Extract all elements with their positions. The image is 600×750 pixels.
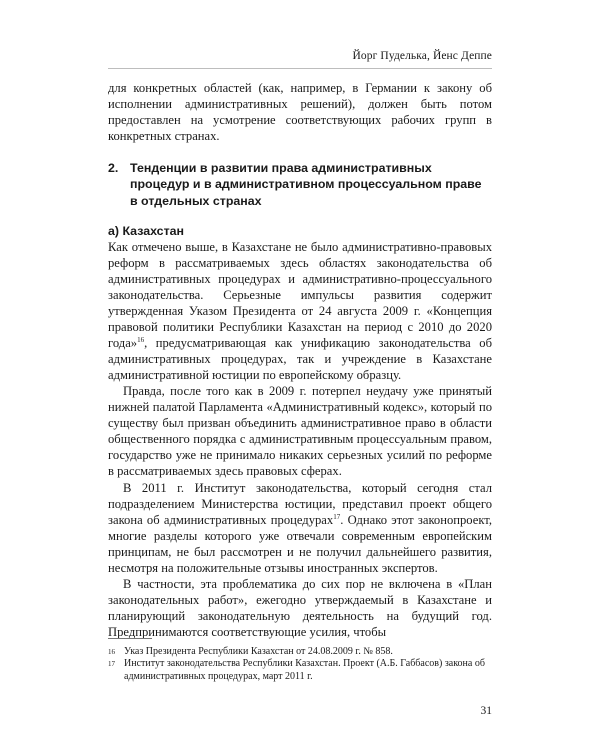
- section-heading: [108, 160, 492, 209]
- footnote-divider: [108, 638, 152, 639]
- footnote-ref-17[interactable]: 17: [333, 512, 341, 521]
- section-number: 2.: [108, 161, 119, 176]
- paragraph-3: [108, 480, 492, 576]
- footnote-text: Указ Президента Республики Казахстан от 24.08.2009 г. № 858.: [124, 646, 393, 657]
- page-number: 31: [480, 705, 492, 717]
- intro-paragraph: для конкретных областей (как, например, в Германии к закону об исполнении административных решений), должен быть потом предоставлен на усмотрение соответствующих рабочих групп в конкретных странах.: [108, 81, 492, 144]
- footnote-text: Институт законодательства Республики Казахстан. Проект (А.Б. Габбасов) закона об административных процедурах, март 2011 г.: [124, 658, 485, 682]
- paragraph-1-text-b: , предусматривающая как унификацию законодательства об административных процедурах, так и учреждение в Казахстане административной юстиции по европейскому образцу.: [108, 336, 492, 383]
- section-title: Тенденции в развитии права административных процедур и в административном процессуальном праве в отдельных странах: [130, 161, 482, 208]
- subsection-heading: а) Казахстан: [108, 223, 185, 238]
- footnote-17: [108, 658, 492, 683]
- footnote-ref-16[interactable]: 16: [137, 335, 145, 344]
- paragraph-1-text-a: Как отмечено выше, в Казахстане не было административно-правовых реформ в рассматриваемых здесь областях законодательства об административных процедурах и административно-процессуального законодательства. Серьезные импульсы развития содержит утвержденная Указом Президента от 24 августа 2009 г. «Концепция правовой политики Республики Казахстан на период с 2010 до 2020 года»: [108, 239, 492, 351]
- page-body: [108, 80, 492, 640]
- paragraph-3-text-a: В 2011 г. Институт законодательства, который сегодня стал подразделением Министерства юстиции, представил проект общего закона об административных процедурах: [108, 480, 492, 527]
- header-divider: [108, 68, 492, 69]
- footnotes: [108, 646, 492, 683]
- footnote-16: [108, 646, 492, 658]
- running-header: Йорг Пуделька, Йенс Деппе: [352, 50, 492, 62]
- paragraph-1: [108, 239, 492, 383]
- footnote-number: 17: [108, 660, 115, 669]
- paragraph-4: В частности, эта проблематика до сих пор не включена в «План законодательных работ», ежегодно утверждаемый в Казахстане и планирующий законодательную деятельность на будущий год. Предпринимаются соответствующие усилия, чтобы: [108, 576, 492, 639]
- paragraph-3-text-b: . Однако этот законопроект, многие разделы которого уже отвечали современным европейским принципам, не был рассмотрен и не получил дальнейшего развития, несмотря на положительные отзывы иностранных экспертов.: [108, 512, 492, 575]
- paragraph-2: Правда, после того как в 2009 г. потерпел неудачу уже принятый нижней палатой Парламента «Административный кодекс», который по существу был призван объединить административное право в области общественного порядка с административным процессуальным правом, государство уже не принимало никаких серьезных усилий по реформе в рассматриваемых здесь правовых сферах.: [108, 384, 492, 479]
- footnote-number: 16: [108, 648, 115, 656]
